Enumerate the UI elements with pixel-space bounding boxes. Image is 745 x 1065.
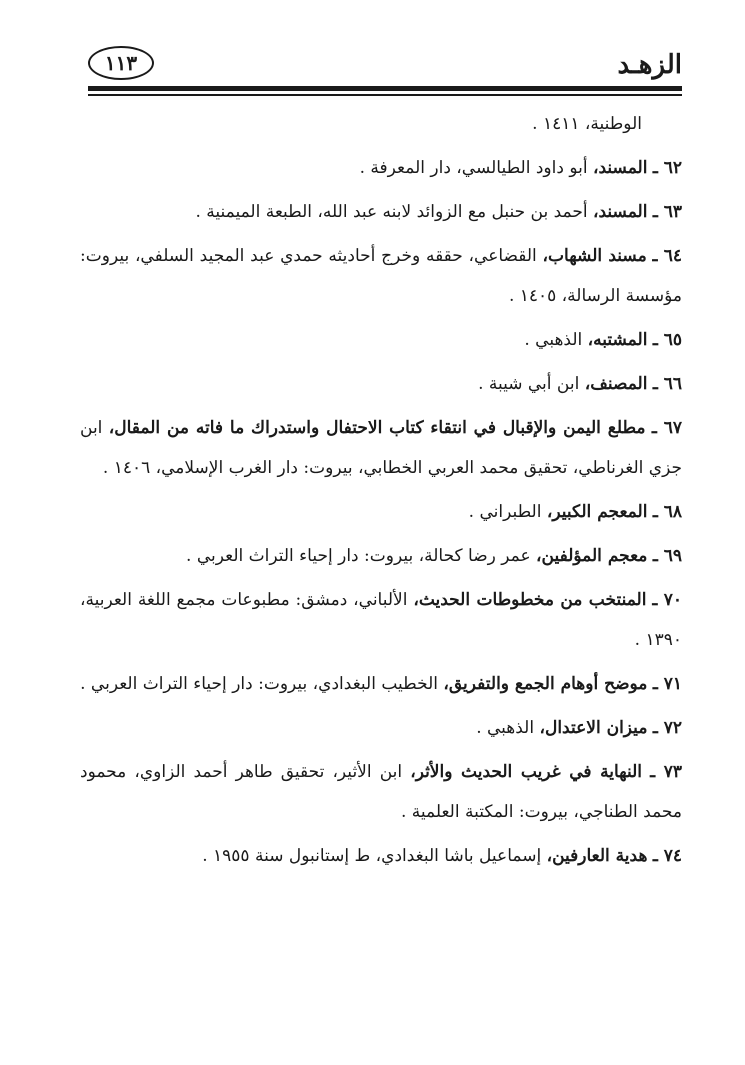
bibliography-entry (80, 236, 682, 316)
entry-text: ابن جزي الغرناطي، تحقيق محمد العربي الخطابي، بيروت: دار الغرب الإسلامي، ١٤٠٦ . (80, 418, 682, 478)
entry-text: ابن أبي شيبة . (478, 374, 585, 394)
bibliography-entry (80, 836, 682, 876)
entry-title: مطلع اليمن والإقبال في انتقاء كتاب الاحتفال واستدراك ما فاته من المقال، (108, 418, 646, 438)
entry-number: ٦٥ ـ (652, 330, 682, 350)
entry-title: هدية العارفين، (546, 846, 648, 866)
bibliography-entry (80, 408, 682, 488)
bibliography-entry (80, 320, 682, 360)
entry-title: المعجم الكبير، (546, 502, 648, 522)
running-header (88, 42, 682, 86)
entry-number: ٧٣ ـ (650, 762, 682, 782)
running-title: الزهـد (617, 50, 682, 80)
entry-number: ٦٧ ـ (651, 418, 682, 438)
bibliography-entry (80, 192, 682, 232)
entry-text: الذهبي . (476, 718, 540, 738)
entry-title: المشتبه، (587, 330, 648, 350)
entry-number: ٦٩ ـ (652, 546, 682, 566)
bibliography-entry (80, 664, 682, 704)
entry-number: ٧١ ـ (652, 674, 682, 694)
entry-title: ميزان الاعتدال، (539, 718, 648, 738)
page-number: ١١٣ (88, 46, 154, 80)
header-rule-thin (88, 94, 682, 96)
entry-number: ٦٨ ـ (652, 502, 682, 522)
entry-text: إسماعيل باشا البغدادي، ط إستانبول سنة ١٩٥٥ . (202, 846, 547, 866)
bibliography-entry-continuation (80, 104, 682, 144)
entry-title: المسند، (592, 158, 648, 178)
entry-number: ٧٤ ـ (652, 846, 682, 866)
entry-title: المصنف، (584, 374, 648, 394)
entry-title: مسند الشهاب، (542, 246, 647, 266)
entry-title: موضح أوهام الجمع والتفريق، (443, 674, 648, 694)
entry-text: الذهبي . (524, 330, 588, 350)
entry-text: أحمد بن حنبل مع الزوائد لابنه عبد الله، الطبعة الميمنية . (195, 202, 593, 222)
entry-number: ٧٠ ـ (652, 590, 682, 610)
entry-text: القضاعي، حققه وخرج أحاديثه حمدي عبد المجيد السلفي، بيروت: مؤسسة الرسالة، ١٤٠٥ . (80, 246, 682, 306)
entry-title: المنتخب من مخطوطات الحديث، (413, 590, 647, 610)
header-rule-thick (88, 86, 682, 91)
entry-title: المسند، (592, 202, 648, 222)
entry-text: الطبراني . (468, 502, 547, 522)
entry-text: عمر رضا كحالة، بيروت: دار إحياء التراث العربي . (186, 546, 537, 566)
bibliography-list (80, 104, 682, 880)
bibliography-entry (80, 364, 682, 404)
entry-title: معجم المؤلفين، (536, 546, 648, 566)
entry-number: ٦٢ ـ (652, 158, 682, 178)
bibliography-entry (80, 708, 682, 748)
bibliography-entry (80, 580, 682, 660)
bibliography-entry (80, 536, 682, 576)
entry-number: ٦٦ ـ (652, 374, 682, 394)
entry-number: ٦٣ ـ (652, 202, 682, 222)
entry-text: الخطيب البغدادي، بيروت: دار إحياء التراث العربي . (80, 674, 444, 694)
entry-text: الوطنية، ١٤١١ . (532, 114, 642, 134)
bibliography-entry (80, 148, 682, 188)
entry-number: ٦٤ ـ (652, 246, 682, 266)
entry-number: ٧٢ ـ (652, 718, 682, 738)
entry-title: النهاية في غريب الحديث والأثر، (410, 762, 643, 782)
entry-text: أبو داود الطيالسي، دار المعرفة . (359, 158, 593, 178)
entry-text: ابن الأثير، تحقيق طاهر أحمد الزاوي، محمود محمد الطناجي، بيروت: المكتبة العلمية . (80, 762, 682, 822)
entry-text: الألباني، دمشق: مطبوعات مجمع اللغة العربية، ١٣٩٠ . (80, 590, 682, 650)
bibliography-entry (80, 492, 682, 532)
bibliography-entry (80, 752, 682, 832)
